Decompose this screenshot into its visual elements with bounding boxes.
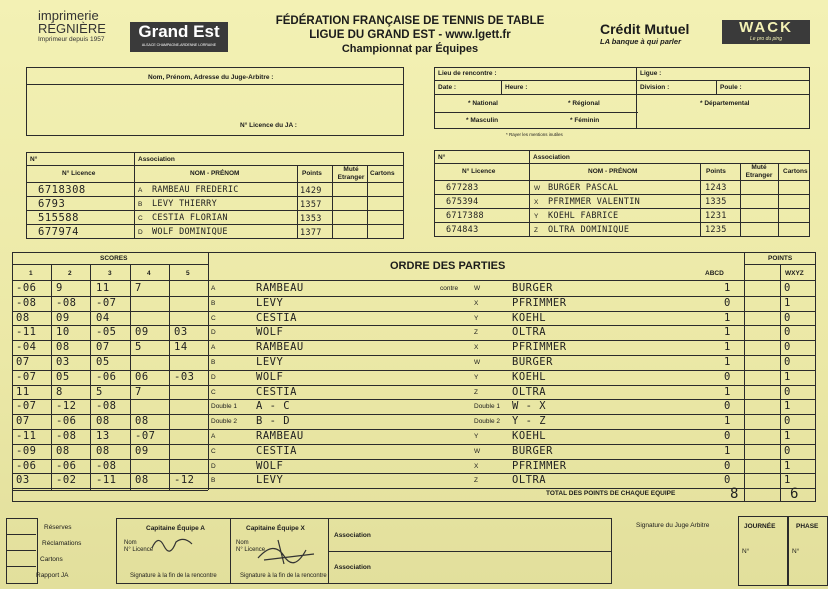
lieu-label: Lieu de rencontre : — [438, 70, 497, 77]
result-a: 1 — [724, 311, 731, 324]
player-a-name: B - D — [256, 415, 291, 428]
team-x-letter-3: Y — [534, 213, 539, 220]
team-x-points-1: 1243 — [705, 183, 727, 193]
player-x-name: W - X — [512, 400, 547, 413]
player-x-name: PFRIMMER — [512, 296, 567, 309]
wack-logo-text: WACK — [739, 19, 793, 36]
result-x: 0 — [784, 385, 791, 398]
team-x-licence-2: 675394 — [446, 197, 479, 207]
set-score: 09 — [135, 326, 149, 339]
set-score: -11 — [16, 430, 37, 442]
referee-name-label: Nom, Prénom, Adresse du Juge-Arbitre : — [148, 74, 274, 81]
captain-x-licence: N° Licence — [236, 547, 266, 553]
team-a-points-2: 1357 — [300, 200, 322, 210]
player-x-letter: Y — [474, 314, 479, 322]
team-a-no-label: N° — [30, 156, 38, 163]
team-x-player-4: OLTRA DOMINIQUE — [548, 225, 630, 235]
team-x-no-label: N° — [438, 154, 446, 161]
captain-a-nom: Nom — [124, 540, 137, 546]
result-a: 1 — [724, 282, 731, 294]
player-x-letter: Z — [474, 329, 478, 337]
wxyz-header: WXYZ — [785, 270, 804, 277]
result-x: 1 — [784, 430, 791, 442]
result-a: 0 — [724, 459, 731, 472]
regional-label: * Régional — [568, 100, 600, 107]
player-a-name: RAMBEAU — [256, 282, 304, 294]
row-divider — [12, 355, 816, 356]
result-x: 1 — [784, 400, 791, 413]
team-a-letter-2: B — [138, 201, 143, 208]
team-x-name-label: NOM - PRÉNOM — [588, 168, 638, 175]
team-x-letter-4: Z — [534, 227, 538, 234]
set-score: -06 — [96, 370, 117, 383]
result-a: 1 — [724, 326, 731, 339]
set-score: -07 — [16, 400, 37, 413]
set-score: 06 — [135, 370, 149, 383]
team-a-player-1: RAMBEAU FREDERIC — [152, 185, 239, 195]
set-score: 09 — [56, 311, 70, 324]
player-x-name: KOEHL — [512, 311, 547, 324]
set-score: -02 — [56, 474, 77, 487]
row-divider — [12, 340, 816, 341]
set-score: 08 — [96, 444, 110, 457]
player-a-letter: D — [211, 329, 216, 337]
set-score: 05 — [56, 370, 70, 383]
team-x-player-3: KOEHL FABRICE — [548, 211, 619, 221]
result-x: 1 — [784, 370, 791, 383]
player-a-name: LEVY — [256, 296, 284, 309]
federation-title: FÉDÉRATION FRANÇAISE DE TENNIS DE TABLE — [275, 15, 545, 27]
captain-a-signature — [150, 532, 196, 554]
result-a: 1 — [724, 444, 731, 457]
result-a: 0 — [724, 430, 731, 442]
team-a-points-label: Points — [302, 170, 322, 177]
set-score: -06 — [56, 415, 77, 428]
result-a: 0 — [724, 474, 731, 487]
row-divider — [12, 429, 816, 430]
heure-label: Heure : — [505, 84, 528, 91]
result-a: 0 — [724, 296, 731, 309]
team-x-points-label: Points — [706, 168, 726, 175]
player-x-name: OLTRA — [512, 474, 547, 487]
team-a-association-label: Association — [138, 156, 175, 163]
association-label-1: Association — [334, 532, 371, 539]
set-score: 14 — [174, 341, 188, 354]
player-x-letter: Double 1 — [474, 403, 501, 411]
player-x-name: KOEHL — [512, 430, 547, 442]
phase-no: N° — [792, 548, 800, 555]
captain-x-sign-note: Signature à la fin de la rencontre — [240, 573, 327, 579]
set-score: 7 — [135, 282, 142, 294]
player-x-name: BURGER — [512, 356, 553, 368]
set-score: -08 — [16, 296, 37, 309]
ligue-label: Ligue : — [640, 70, 662, 77]
mentions-note: * Rayer les mentions inutiles — [506, 132, 563, 137]
row-divider — [12, 399, 816, 400]
result-a: 1 — [724, 341, 731, 354]
cartons-label: Cartons — [40, 556, 63, 563]
rapport-label: Rapport JA — [36, 572, 69, 579]
player-a-letter: B — [211, 477, 216, 485]
player-a-letter: Double 2 — [211, 418, 238, 426]
set-1-header: 1 — [29, 270, 33, 277]
team-x-licence-4: 674843 — [446, 225, 479, 235]
set-score: -06 — [16, 459, 37, 472]
total-team-x: 6 — [790, 486, 799, 502]
set-score: 08 — [135, 415, 149, 428]
row-divider — [12, 488, 816, 489]
player-x-letter: Double 2 — [474, 418, 501, 426]
set-score: 07 — [96, 341, 110, 354]
player-a-name: WOLF — [256, 326, 284, 339]
player-a-letter: A — [211, 344, 216, 352]
team-x-player-1: BURGER PASCAL — [548, 183, 619, 193]
result-x: 0 — [784, 415, 791, 428]
set-score: 9 — [56, 282, 63, 294]
set-score: 5 — [96, 385, 103, 398]
player-a-name: WOLF — [256, 459, 284, 472]
player-x-name: PFRIMMER — [512, 459, 567, 472]
set-5-header: 5 — [186, 270, 190, 277]
scores-header: SCORES — [100, 255, 128, 262]
result-x: 1 — [784, 459, 791, 472]
printer-name-1: imprimerie — [38, 8, 99, 23]
team-x-points-4: 1235 — [705, 225, 727, 235]
team-a-points-4: 1377 — [300, 228, 322, 238]
player-x-letter: W — [474, 359, 481, 366]
player-a-letter: A — [211, 433, 216, 440]
result-a: 1 — [724, 356, 731, 368]
player-x-name: OLTRA — [512, 385, 547, 398]
result-x: 0 — [784, 356, 791, 368]
set-score: 03 — [174, 326, 188, 339]
player-x-letter: Y — [474, 373, 479, 381]
set-score: -11 — [16, 326, 37, 339]
player-a-name: RAMBEAU — [256, 430, 304, 442]
match-table — [12, 252, 816, 502]
captain-a-sign-note: Signature à la fin de la rencontre — [130, 573, 217, 579]
set-score: 07 — [16, 356, 30, 368]
points-header: POINTS — [768, 255, 793, 262]
set-score: -12 — [174, 474, 195, 487]
captain-x-label: Capitaine Équipe X — [246, 525, 305, 532]
poule-label: Poule : — [720, 84, 742, 91]
player-a-letter: D — [211, 373, 216, 381]
team-x-letter-1: W — [534, 185, 541, 192]
printer-tagline: Imprimeur depuis 1957 — [38, 36, 105, 43]
row-divider — [12, 444, 816, 445]
team-a-cartons-label: Cartons — [370, 170, 395, 177]
set-score: -05 — [96, 326, 117, 339]
departemental-label: * Départemental — [700, 100, 750, 107]
set-score: -04 — [16, 341, 37, 354]
team-x-association-label: Association — [533, 154, 570, 161]
player-x-name: BURGER — [512, 282, 553, 294]
set-score: 07 — [16, 415, 30, 428]
team-x-mute-label: Muté Etranger — [745, 164, 773, 179]
result-a: 0 — [724, 370, 731, 383]
set-score: 08 — [135, 474, 149, 487]
credit-mutuel-name: Crédit Mutuel — [600, 21, 690, 37]
set-score: -06 — [56, 459, 77, 472]
team-x-licence-3: 6717388 — [446, 211, 484, 221]
result-x: 0 — [784, 311, 791, 324]
set-score: -03 — [174, 370, 195, 383]
team-a-letter-1: A — [138, 187, 143, 194]
set-score: 13 — [96, 430, 110, 442]
captain-a-licence: N° Licence — [124, 547, 154, 553]
set-score: -08 — [96, 400, 117, 413]
set-score: 08 — [16, 311, 30, 324]
set-score: -08 — [56, 430, 77, 442]
association-label-2: Association — [334, 564, 371, 571]
player-x-name: OLTRA — [512, 326, 547, 339]
set-score: -06 — [16, 282, 37, 294]
team-x-points-3: 1231 — [705, 211, 727, 221]
set-score: 04 — [96, 311, 110, 324]
journee-label: JOURNÉE — [744, 523, 776, 530]
player-x-letter: Z — [474, 477, 478, 485]
player-x-letter: X — [474, 462, 479, 470]
captain-a-label: Capitaine Équipe A — [146, 525, 205, 532]
player-a-name: LEVY — [256, 474, 284, 487]
set-score: 11 — [96, 282, 110, 294]
referee-signature-label: Signature du Juge Arbitre — [636, 522, 710, 529]
set-score: 11 — [16, 385, 30, 398]
total-label: TOTAL DES POINTS DE CHAQUE EQUIPE — [546, 490, 676, 497]
team-a-letter-4: D — [138, 229, 143, 236]
captain-x-signature — [254, 536, 320, 566]
credit-mutuel-logo — [600, 22, 710, 46]
ordre-header: ORDRE DES PARTIES — [390, 260, 506, 272]
division-label: Division : — [640, 84, 670, 91]
set-score: 8 — [56, 385, 63, 398]
team-a-mute-label: Muté Etranger — [337, 166, 365, 181]
team-a-licence-2: 6793 — [38, 198, 66, 210]
player-x-letter: Z — [474, 388, 478, 396]
team-a-player-4: WOLF DOMINIQUE — [152, 227, 228, 237]
row-divider — [12, 473, 816, 474]
grand-est-logo-sub: ALSACE CHAMPAGNE-ARDENNE LORRAINE — [141, 43, 217, 47]
row-divider — [12, 296, 816, 297]
team-x-licence-label: N° Licence — [462, 168, 496, 175]
total-team-a: 8 — [730, 486, 739, 502]
player-x-letter: X — [474, 299, 479, 307]
team-a-player-3: CESTIA FLORIAN — [152, 213, 228, 223]
set-score: 08 — [56, 444, 70, 457]
set-score: 05 — [96, 356, 110, 368]
phase-label: PHASE — [796, 523, 819, 530]
feminin-label: * Féminin — [570, 117, 600, 124]
set-score: 09 — [135, 444, 149, 457]
set-score: 08 — [96, 415, 110, 428]
wack-logo — [722, 20, 810, 44]
championship-title: Championnat par Équipes — [341, 43, 479, 55]
result-x: 0 — [784, 282, 791, 294]
row-divider — [12, 385, 816, 386]
team-x-points-2: 1335 — [705, 197, 727, 207]
team-x-player-2: PFRIMMER VALENTIN — [548, 197, 641, 207]
result-a: 1 — [724, 385, 731, 398]
contre-label: contre — [440, 285, 459, 292]
player-a-letter: D — [211, 462, 216, 470]
player-x-name: BURGER — [512, 444, 553, 457]
set-4-header: 4 — [147, 270, 151, 277]
date-label: Date : — [438, 84, 457, 91]
player-a-name: CESTIA — [256, 444, 297, 457]
player-a-letter: C — [211, 314, 216, 322]
player-a-letter: B — [211, 359, 216, 366]
set-score: -07 — [96, 296, 117, 309]
set-score: 10 — [56, 326, 70, 339]
result-a: 0 — [724, 400, 731, 413]
player-a-letter: B — [211, 299, 216, 307]
referee-licence-label: N° Licence du JA : — [240, 122, 297, 129]
journee-no: N° — [742, 548, 750, 555]
set-score: -08 — [96, 459, 117, 472]
row-divider — [12, 311, 816, 312]
player-x-letter: W — [474, 447, 481, 455]
player-a-name: CESTIA — [256, 385, 297, 398]
set-score: -11 — [96, 474, 117, 487]
captain-x-nom: Nom — [236, 540, 249, 546]
team-x-letter-2: X — [534, 199, 539, 206]
team-a-letter-3: C — [138, 215, 143, 222]
row-divider — [12, 414, 816, 415]
team-a-licence-4: 677974 — [38, 226, 79, 238]
team-a-licence-1: 6718308 — [38, 184, 86, 196]
abcd-header: ABCD — [705, 270, 724, 277]
team-a-licence-label: N° Licence — [62, 170, 96, 177]
player-a-name: WOLF — [256, 370, 284, 383]
reclamations-label: Réclamations — [42, 540, 82, 547]
result-x: 1 — [784, 296, 791, 309]
result-a: 1 — [724, 415, 731, 428]
team-x-licence-1: 677283 — [446, 183, 479, 193]
player-a-name: CESTIA — [256, 311, 297, 324]
player-x-letter: X — [474, 344, 479, 352]
player-x-letter: W — [474, 285, 481, 292]
set-score: -07 — [16, 370, 37, 383]
player-a-letter: Double 1 — [211, 403, 238, 411]
league-title: LIGUE DU GRAND EST - www.lgett.fr — [309, 29, 511, 41]
set-score: -08 — [56, 296, 77, 309]
player-a-name: LEVY — [256, 356, 284, 368]
result-x: 0 — [784, 444, 791, 457]
masculin-label: * Masculin — [466, 117, 499, 124]
set-3-header: 3 — [108, 270, 112, 277]
wack-logo-tagline: Le pro du ping — [750, 36, 782, 42]
team-a-licence-3: 515588 — [38, 212, 79, 224]
reserves-label: Réserves — [44, 524, 72, 531]
team-a-points-1: 1429 — [300, 186, 322, 196]
player-a-name: A - C — [256, 400, 291, 413]
set-score: 08 — [56, 341, 70, 354]
header-titles — [240, 14, 580, 56]
grand-est-logo-text: Grand Est — [138, 22, 220, 41]
player-x-name: KOEHL — [512, 370, 547, 383]
credit-mutuel-tagline: LA banque à qui parler — [600, 37, 681, 46]
set-score: -12 — [56, 400, 77, 413]
set-2-header: 2 — [68, 270, 72, 277]
set-score: -07 — [135, 430, 156, 442]
player-x-name: PFRIMMER — [512, 341, 567, 354]
team-x-cartons-label: Cartons — [783, 168, 808, 175]
printer-name-2: RÉGNIÈRE — [38, 21, 106, 36]
grand-est-logo — [130, 22, 228, 52]
team-a-player-2: LEVY THIERRY — [152, 199, 218, 209]
team-a-points-3: 1353 — [300, 214, 322, 224]
row-divider — [12, 325, 816, 326]
player-a-name: RAMBEAU — [256, 341, 304, 354]
player-a-letter: C — [211, 388, 216, 396]
player-a-letter: A — [211, 285, 216, 292]
printer-logo — [38, 8, 118, 43]
result-x: 0 — [784, 341, 791, 354]
player-x-name: Y - Z — [512, 415, 547, 428]
set-score: 03 — [56, 356, 70, 368]
result-x: 1 — [784, 474, 791, 487]
set-score: 03 — [16, 474, 30, 487]
set-score: 5 — [135, 341, 142, 354]
row-divider — [12, 370, 816, 371]
result-x: 0 — [784, 326, 791, 339]
national-label: * National — [468, 100, 498, 107]
team-a-name-label: NOM - PRÉNOM — [190, 170, 240, 177]
set-score: 7 — [135, 385, 142, 398]
set-score: -09 — [16, 444, 37, 457]
row-divider — [12, 459, 816, 460]
player-x-letter: Y — [474, 433, 479, 440]
player-a-letter: C — [211, 447, 216, 455]
